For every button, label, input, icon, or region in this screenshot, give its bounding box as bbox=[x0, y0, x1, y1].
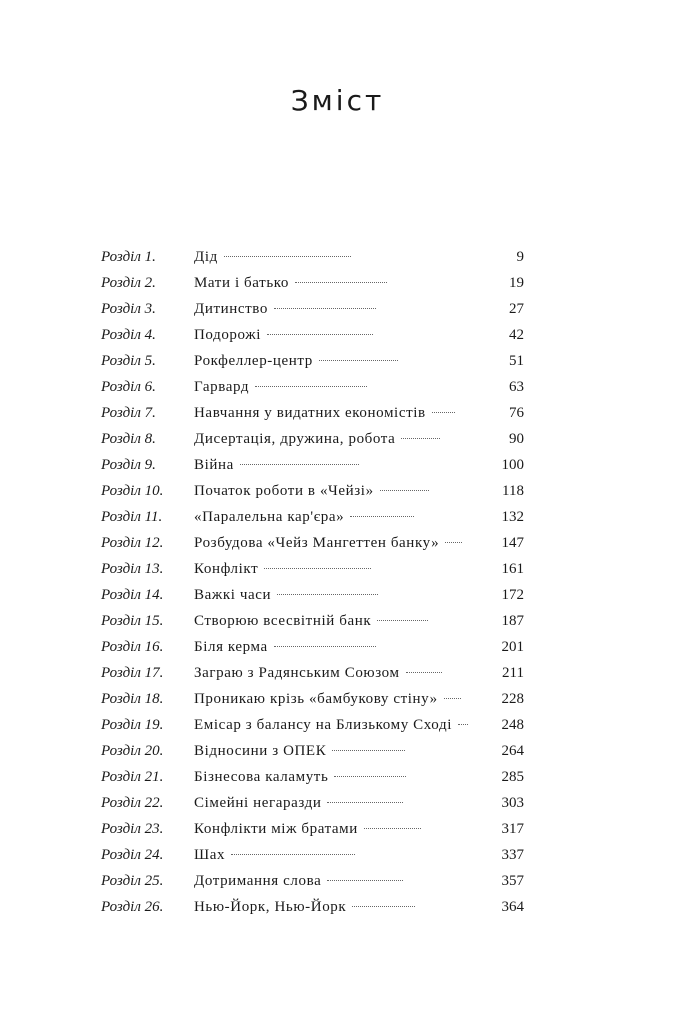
dot-leader bbox=[224, 255, 351, 257]
dot-leader bbox=[274, 307, 376, 309]
chapter-title: Створюю всесвітній банк bbox=[194, 613, 372, 629]
chapter-label: Розділ 16. bbox=[101, 639, 164, 655]
chapter-title: Відносини з ОПЕК bbox=[194, 743, 327, 759]
toc-entry bbox=[101, 764, 524, 790]
page-number: 147 bbox=[501, 535, 525, 551]
dot-leader bbox=[406, 671, 442, 673]
dot-leader bbox=[295, 281, 387, 283]
page-title: Зміст bbox=[290, 84, 385, 117]
toc-entry bbox=[101, 712, 524, 738]
chapter-title: Дитинство bbox=[194, 301, 268, 317]
toc-entry bbox=[101, 816, 524, 842]
page-number: 303 bbox=[501, 795, 524, 811]
dot-leader bbox=[319, 359, 399, 361]
chapter-label: Розділ 7. bbox=[101, 405, 156, 421]
toc-entry bbox=[101, 608, 524, 634]
toc-entry bbox=[101, 660, 524, 686]
chapter-title: Гарвард bbox=[194, 379, 250, 395]
chapter-label: Розділ 21. bbox=[101, 769, 164, 785]
page-number: 100 bbox=[501, 457, 525, 473]
toc-entry bbox=[101, 374, 524, 400]
dot-leader bbox=[401, 437, 439, 439]
dot-leader bbox=[277, 593, 377, 595]
chapter-title: Емісар з балансу на Близькому Сході bbox=[194, 717, 452, 733]
dot-leader bbox=[334, 775, 406, 777]
page-number: 90 bbox=[509, 431, 524, 447]
chapter-label: Розділ 15. bbox=[101, 613, 164, 629]
chapter-title: Дотримання слова bbox=[194, 873, 322, 889]
chapter-label: Розділ 24. bbox=[101, 847, 164, 863]
chapter-label: Розділ 10. bbox=[101, 483, 164, 499]
chapter-title: Дід bbox=[194, 249, 218, 265]
chapter-label: Розділ 11. bbox=[101, 509, 163, 525]
chapter-label: Розділ 3. bbox=[101, 301, 156, 317]
chapter-label: Розділ 17. bbox=[101, 665, 164, 681]
chapter-label: Розділ 9. bbox=[101, 457, 156, 473]
dot-leader bbox=[231, 853, 354, 855]
chapter-title: Біля керма bbox=[194, 639, 268, 655]
chapter-title: Шах bbox=[194, 847, 226, 863]
toc-entry bbox=[101, 322, 524, 348]
dot-leader bbox=[445, 541, 461, 543]
page-number: 364 bbox=[501, 899, 525, 915]
chapter-title: Проникаю крізь «бамбукову стіну» bbox=[194, 691, 438, 707]
dot-leader bbox=[444, 697, 461, 699]
toc-entry bbox=[101, 504, 524, 530]
chapter-title: Рокфеллер-центр bbox=[194, 353, 313, 369]
chapter-label: Розділ 2. bbox=[101, 275, 156, 291]
chapter-label: Розділ 23. bbox=[101, 821, 164, 837]
toc-entry bbox=[101, 790, 524, 816]
dot-leader bbox=[274, 645, 376, 647]
dot-leader bbox=[352, 905, 415, 907]
page-number: 42 bbox=[509, 327, 524, 343]
chapter-title: Заграю з Радянським Союзом bbox=[194, 665, 400, 681]
toc-entry bbox=[101, 426, 524, 452]
page-number: 9 bbox=[516, 249, 524, 265]
chapter-title: Конфлікти між братами bbox=[194, 821, 358, 837]
chapter-label: Розділ 20. bbox=[101, 743, 164, 759]
toc-entry bbox=[101, 634, 524, 660]
page-number: 228 bbox=[501, 691, 525, 707]
dot-leader bbox=[377, 619, 427, 621]
chapter-title: Дисертація, дружина, робота bbox=[194, 431, 396, 447]
chapter-title: Війна bbox=[194, 457, 234, 473]
dot-leader bbox=[380, 489, 429, 491]
chapter-label: Розділ 26. bbox=[101, 899, 164, 915]
toc-entry bbox=[101, 296, 524, 322]
page-number: 201 bbox=[501, 639, 524, 655]
toc-entry bbox=[101, 582, 524, 608]
dot-leader bbox=[332, 749, 405, 751]
page-number: 118 bbox=[502, 483, 524, 499]
page-number: 317 bbox=[501, 821, 524, 837]
chapter-title: Розбудова «Чейз Мангеттен банку» bbox=[194, 535, 440, 551]
toc-entry bbox=[101, 244, 524, 270]
table-of-contents bbox=[101, 244, 524, 920]
chapter-title: Навчання у видатних економістів bbox=[194, 405, 426, 421]
chapter-title: Важкі часи bbox=[194, 587, 272, 603]
dot-leader bbox=[364, 827, 421, 829]
dot-leader bbox=[458, 723, 468, 725]
page-number: 211 bbox=[502, 665, 524, 681]
toc-entry bbox=[101, 530, 524, 556]
toc-entry bbox=[101, 842, 524, 868]
toc-entry bbox=[101, 400, 524, 426]
dot-leader bbox=[327, 879, 402, 881]
toc-entry bbox=[101, 348, 524, 374]
dot-leader bbox=[432, 411, 455, 413]
chapter-title: Конфлікт bbox=[194, 561, 259, 577]
chapter-label: Розділ 14. bbox=[101, 587, 164, 603]
page-number: 264 bbox=[501, 743, 524, 759]
dot-leader bbox=[327, 801, 402, 803]
page-number: 76 bbox=[509, 405, 524, 421]
toc-entry bbox=[101, 738, 524, 764]
page-number: 51 bbox=[509, 353, 524, 369]
page-number: 27 bbox=[509, 301, 524, 317]
chapter-label: Розділ 8. bbox=[101, 431, 156, 447]
chapter-title: Мати і батько bbox=[194, 275, 289, 291]
chapter-label: Розділ 25. bbox=[101, 873, 164, 889]
chapter-label: Розділ 19. bbox=[101, 717, 164, 733]
chapter-label: Розділ 1. bbox=[101, 249, 156, 265]
chapter-label: Розділ 22. bbox=[101, 795, 164, 811]
chapter-title: Подорожі bbox=[194, 327, 261, 343]
chapter-title: «Паралельна кар'єра» bbox=[194, 509, 345, 525]
toc-entry bbox=[101, 478, 524, 504]
toc-entry bbox=[101, 894, 524, 920]
chapter-label: Розділ 18. bbox=[101, 691, 164, 707]
page-number: 172 bbox=[501, 587, 524, 603]
page-number: 337 bbox=[501, 847, 524, 863]
dot-leader bbox=[267, 333, 373, 335]
chapter-label: Розділ 5. bbox=[101, 353, 156, 369]
page-number: 187 bbox=[501, 613, 524, 629]
dot-leader bbox=[255, 385, 366, 387]
toc-entry bbox=[101, 868, 524, 894]
page-number: 357 bbox=[501, 873, 524, 889]
chapter-label: Розділ 4. bbox=[101, 327, 156, 343]
dot-leader bbox=[240, 463, 359, 465]
toc-entry bbox=[101, 686, 524, 712]
page-number: 161 bbox=[501, 561, 525, 577]
page-number: 285 bbox=[501, 769, 524, 785]
toc-entry bbox=[101, 270, 524, 296]
toc-entry bbox=[101, 452, 524, 478]
page-number: 132 bbox=[501, 509, 525, 525]
page-number: 19 bbox=[509, 275, 525, 291]
page-number: 63 bbox=[509, 379, 525, 395]
chapter-label: Розділ 6. bbox=[101, 379, 156, 395]
page-number: 248 bbox=[501, 717, 524, 733]
chapter-title: Сімейні негаразди bbox=[194, 795, 322, 811]
chapter-title: Нью-Йорк, Нью-Йорк bbox=[194, 899, 347, 915]
dot-leader bbox=[264, 567, 371, 569]
chapter-title: Початок роботи в «Чейзі» bbox=[194, 483, 374, 499]
chapter-label: Розділ 13. bbox=[101, 561, 164, 577]
dot-leader bbox=[350, 515, 414, 517]
chapter-label: Розділ 12. bbox=[101, 535, 164, 551]
chapter-title: Бізнесова каламуть bbox=[194, 769, 329, 785]
toc-entry bbox=[101, 556, 524, 582]
